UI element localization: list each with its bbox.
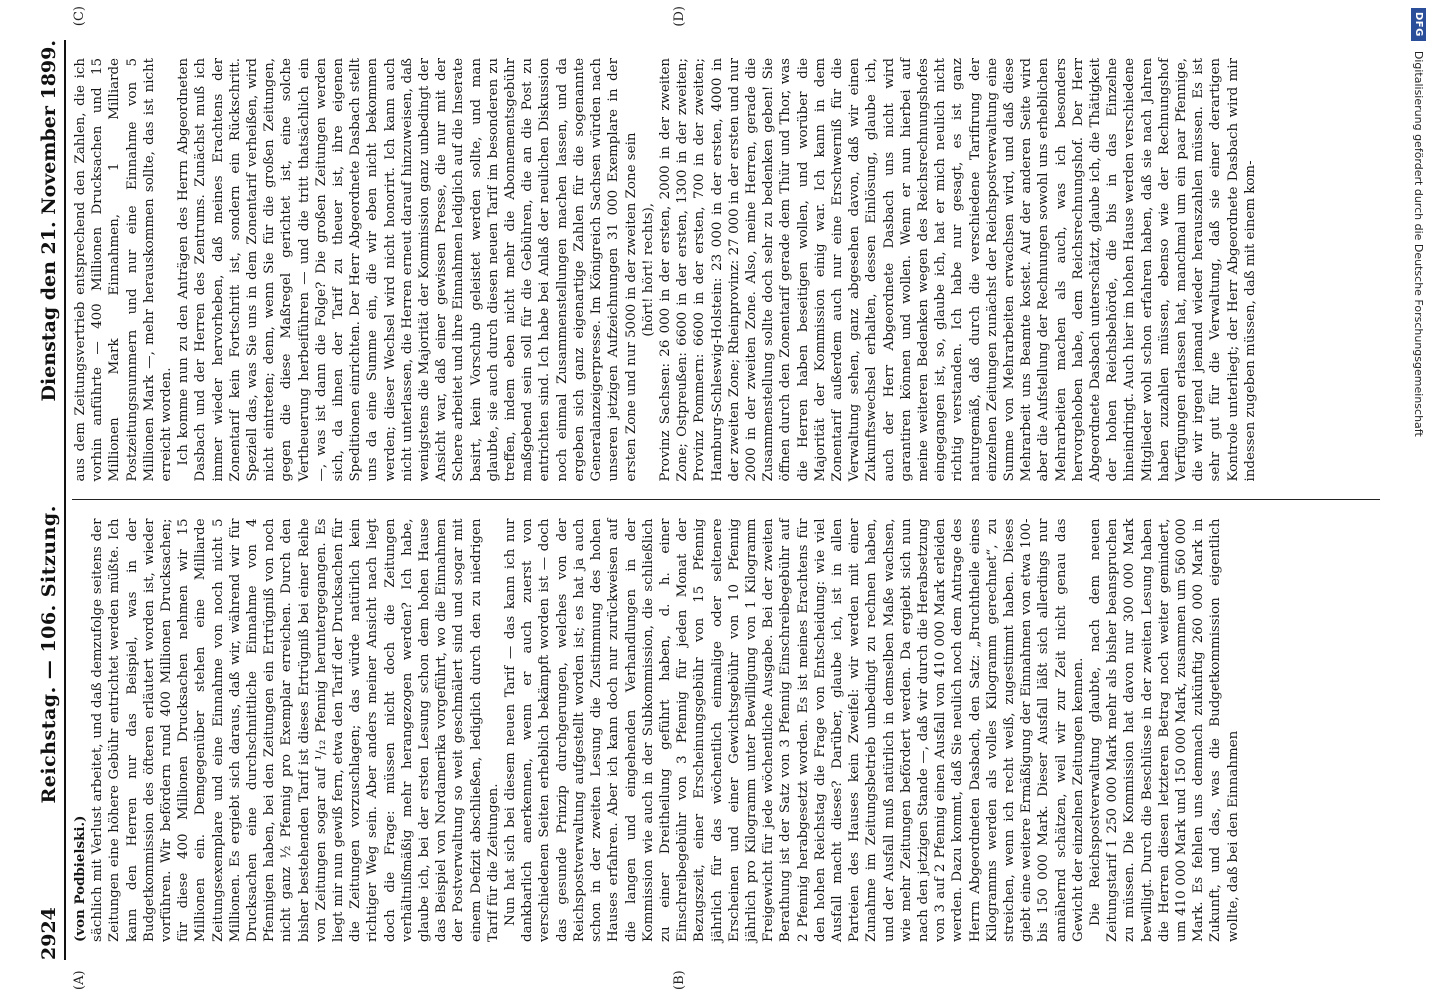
text-columns [72,6,1380,990]
dfg-logo: DFG [1412,8,1427,41]
credit-text: Digitalisierung gefördert durch die Deutsche Forschungsgemeinschaft [1412,50,1426,437]
page-number: 2924 [38,907,60,960]
session-date: Dienstag den 21. November 1899. [38,40,60,402]
paragraph: aus dem Zeitungsvertrieb entsprechend den Zahlen, die ich vorhin anführte — 400 Millionen Drucksachen und 15 Millionen Mark Einnahmen, 1 Milliarde Postzeitungsnummern und nur eine Einnahme von 5 Millionen Mark —, mehr herauskommen sollte, das ist nicht erreicht worden. [73,58,175,482]
margin-marker-c: (C) [72,6,87,27]
paragraph: Ich komme nun zu den Anträgen des Herrn Abgeordneten Dasbach und der Herren des Zentrums. Zunächst muß ich immer wieder hervorheben, daß meines Erachtens der Zonentarif kein Fortschritt ist, sondern ein Rückschritt. Speziell das, was Sie uns in dem Zonentarif verheißen, wird nicht eintreten; denn, wenn Sie für die großen Zeitungen, gegen die diese Maßregel gerichtet ist, eine solche Vertheuerung herbeiführen — und die tritt thatsächlich ein —, was ist dann die Folge? Die großen Zeitungen werden sich, da ihnen der Tarif zu theuer ist, ihre eigenen Speditionen einrichten. Der Herr Abgeordnete Dasbach stellt uns da eine Summe ein, die wir eben nicht bekommen werden; dieser Wechsel wird nicht honorirt. Ich kann auch nicht unterlassen, die Herren erneut darauf hinzuweisen, daß wenigstens die Majorität der Kommission ganz unbedingt der Ansicht war, daß einer gewissen Presse, die nur mit der Schere arbeitet und ihre Einnahmen lediglich auf die Inserate basirt, kein Vorschub geleistet werden sollte, und man glaubte, sie auch durch diesen neuen Tarif im besonderen zu treffen, indem eben nicht mehr die Abonnementsgebühr maßgebend sein soll für die Gebühren, die an die Post zu entrichten sind. Ich habe bei Anlaß der neulichen Diskussion noch einmal Zusammenstellungen machen lassen, und da ergeben sich ganz eigenartige Zahlen für die sogenannte Generalanzeigerpresse. Im Königreich Sachsen würden nach unseren jetzigen Aufzeichnungen 31 000 Exemplare in der ersten Zone und nur 5000 in der zweiten Zone sein [176,58,639,482]
page-header [18,40,66,960]
paragraph: Nun hat sich bei diesem neuen Tarif — das kann ich nur dankbarlich anerkennen, wenn er auch zuerst von verschiedenen Seiten erheblich bekämpft worden ist — doch das gesunde Prinzip durchgerungen, welches von der Reichspostverwaltung aufgestellt worden ist; es hat ja auch schon in der zweiten Lesung die Zustimmung des hohen Hauses erfahren. Aber ich kann doch nur zurückweisen auf die langen und eingehenden Verhandlungen in der Kommission wie auch in der Subkommission, die schließlich zu einer Dreitheilung geführt haben, d. h. einer Einschreibegebühr von 3 Pfennig für jeden Monat der Bezugszeit, einer Erscheinungsgebühr von 15 Pfennig jährlich für das wöchentlich einmalige oder seltenere Erscheinen und einer Gewichtsgebühr von 10 Pfennig jährlich pro Kilogramm unter Bewilligung von 1 Kilogramm Freigewicht für jede wöchentliche Ausgabe. Bei der zweiten Berathung ist der Satz von 3 Pfennig Einschreibegebühr auf 2 Pfennig herabgesetzt worden. Es ist meines Erachtens für den hohen Reichstag die Frage von Entscheidung: wie viel Ausfall macht dieses? Darüber, glaube ich, ist in allen Parteien des Hauses kein Zweifel: wir werden mit einer Zunahme im Zeitungsbetrieb unbedingt zu rechnen haben, und der Ausfall muß natürlich in demselben Maße wachsen, wie mehr Zeitungen befördert werden. Da ergiebt sich nun nach den jetzigen Stande —, daß wir durch die Herabsetzung von 3 auf 2 Pfennig einen Ausfall von 410 000 Mark erleiden werden. Dazu kommt, daß Sie neulich noch dem Antrage des Herrn Abgeordneten Dasbach, den Satz: „Bruchtheile eines Kilogramms werden als volles Kilogramm gerechnet“, zu streichen, wenn ich recht weiß, zugestimmt haben. Dieses giebt eine weitere Ermäßigung der Einnahmen von etwa 100- bis 150 000 Mark. Dieser Ausfall läßt sich allerdings nur annähernd schätzen, weil wir zur Zeit nicht genau das Gewicht der einzelnen Zeitungen kennen. [503,518,1086,942]
left-column-text [72,519,1242,943]
paragraph: Provinz Sachsen: 26 000 in der ersten, 2000 in der zweiten Zone; Ostpreußen: 6600 in der ersten, 1300 in der zweiten; Provinz Pommern: 6600 in der ersten, 700 in der zweiten; Hamburg-Schleswig-Holstein: 23 000 in der ersten, 4000 in der zweiten Zone; Rheinprovinz: 27 000 in der ersten und nur 2000 in der zweiten Zone. Also, meine Herren, gerade die Zusammenstellung sollte doch sehr zu bedenken geben! Sie öffnen durch den Zonentarif gerade dem Thür und Thor, was die Herren haben beseitigen wollen, und worüber die Majorität der Kommission einig war. Ich kann in dem Zonentarif außerdem auch nur eine Erschwerniß für die Verwaltung sehen, ganz abgesehen davon, daß wir einen Zukunftswechsel erhalten, dessen Einlösung, glaube ich, auch der Herr Abgeordnete Dasbach uns nicht wird garantiren können und wollen. Wenn er nun hierbei auf meine weiteren Bedenken wegen des Reichsrechnungshofes eingegangen ist, so, glaube ich, hat er mich neulich nicht richtig verstanden. Ich habe nur gesagt, es ist ganz naturgemäß, daß durch die verschiedene Tarifirung der einzelnen Zeitungen zunächst der Reichspostverwaltung eine Summe von Mehrarbeiten erwachsen wird, und daß diese Mehrarbeit uns Beamte kostet. Auf der anderen Seite wird aber die Aufstellung der Rechnungen sowohl uns erheblichen Mehrarbeiten machen als auch, was ich besonders hervorgehoben habe, dem Reichsrechnungshof. Der Herr Abgeordnete Dasbach unterschätzt, glaube ich, die Thätigkeit der hohen Reichsbehörde, die bis in das Einzelne hineindringt. Auch hier im hohen Hause werden verschiedene Mitglieder wohl schon erfahren haben, daß sie nach Jahren haben zuzahlen müssen, ebenso wie der Rechnungshof Verfügungen erlassen hat, manchmal um ein paar Pfennige, die wir irgend jemand wieder herauszahlen müssen. Es ist sehr gut für die Verwaltung, daß sie einer derartigen Kontrole unterliegt; der Herr Abgeordnete Dasbach wird mir indessen zugeben müssen, daß mit einem kom- [657,58,1258,482]
digitization-credit [1406,0,1432,1000]
right-column [72,6,1380,501]
left-column [72,501,1380,990]
session-title: Reichstag. — 106. Sitzung. [38,505,60,804]
margin-marker-b: (B) [672,970,687,990]
paragraph: sächlich mit Verlust arbeitet, und daß demzufolge seitens der Zeitungen eine höhere Gebühr entrichtet werden müßte. Ich kann den Herren nur das Beispiel, was in der Budgetkommission des öfteren erläutert worden ist, wieder vorführen. Wir befördern rund 400 Millionen Drucksachen; für diese 400 Millionen Drucksachen nehmen wir 15 Millionen ein. Demgegenüber stehen eine Milliarde Zeitungsexemplare und eine Einnahme von noch nicht 5 Millionen. Es ergiebt sich daraus, daß wir, während wir für Drucksachen eine durchschnittliche Einnahme von 4 Pfennigen haben, bei den Zeitungen ein Ertrügniß von noch nicht ganz ½ Pfennig pro Exemplar erreichen. Durch den bisher bestehenden Tarif ist dieses Ertrügniß bei einer Reihe von Zeitungen sogar auf ¹/₁₂ Pfennig heruntergegangen. Es liegt mir nun gewiß fern, etwa den Tarif der Drucksachen für die Zeitungen vorzuschlagen; das würde natürlich kein richtiger Weg sein. Aber anders meiner Ansicht nach liegt doch die Frage: müssen nicht doch die Zeitungen verhältnißmäßig mehr herangezogen werden? Ich habe, glaube ich, bei der ersten Lesung schon dem hohen Hause das Beispiel von Nordamerika vorgeführt, wo die Einnahmen der Postverwaltung so weit geschmälert sind und sogar mit einem Defizit abschließen, lediglich durch den zu niedrigen Tarif für die Zeitungen. [90,518,501,942]
right-column-text [72,58,1259,482]
interjection: (hört! hört! rechts), [640,202,656,337]
margin-marker-d: (D) [672,6,687,27]
paragraph: Die Reichspostverwaltung glaubte, nach dem neuen Zeitungstarif 1 250 000 Mark mehr als bisher beanspruchen zu müssen. Die Kommission hat davon nur 300 000 Mark bewilligt. Durch die Beschlüsse in der zweiten Lesung haben die Herren diesen letzteren Betrag noch weiter gemindert, um 410 000 Mark und 150 000 Mark, zusammen um 560 000 Mark. Es fehlen uns demnach zukünftig 260 000 Mark in Zukunft, und das, was die Budgetkommission eigentlich wollte, daß bei den Einnahmen [1087,518,1241,942]
speaker-name: (von Podbielski.) [72,815,88,942]
margin-marker-a: (A) [72,970,87,990]
